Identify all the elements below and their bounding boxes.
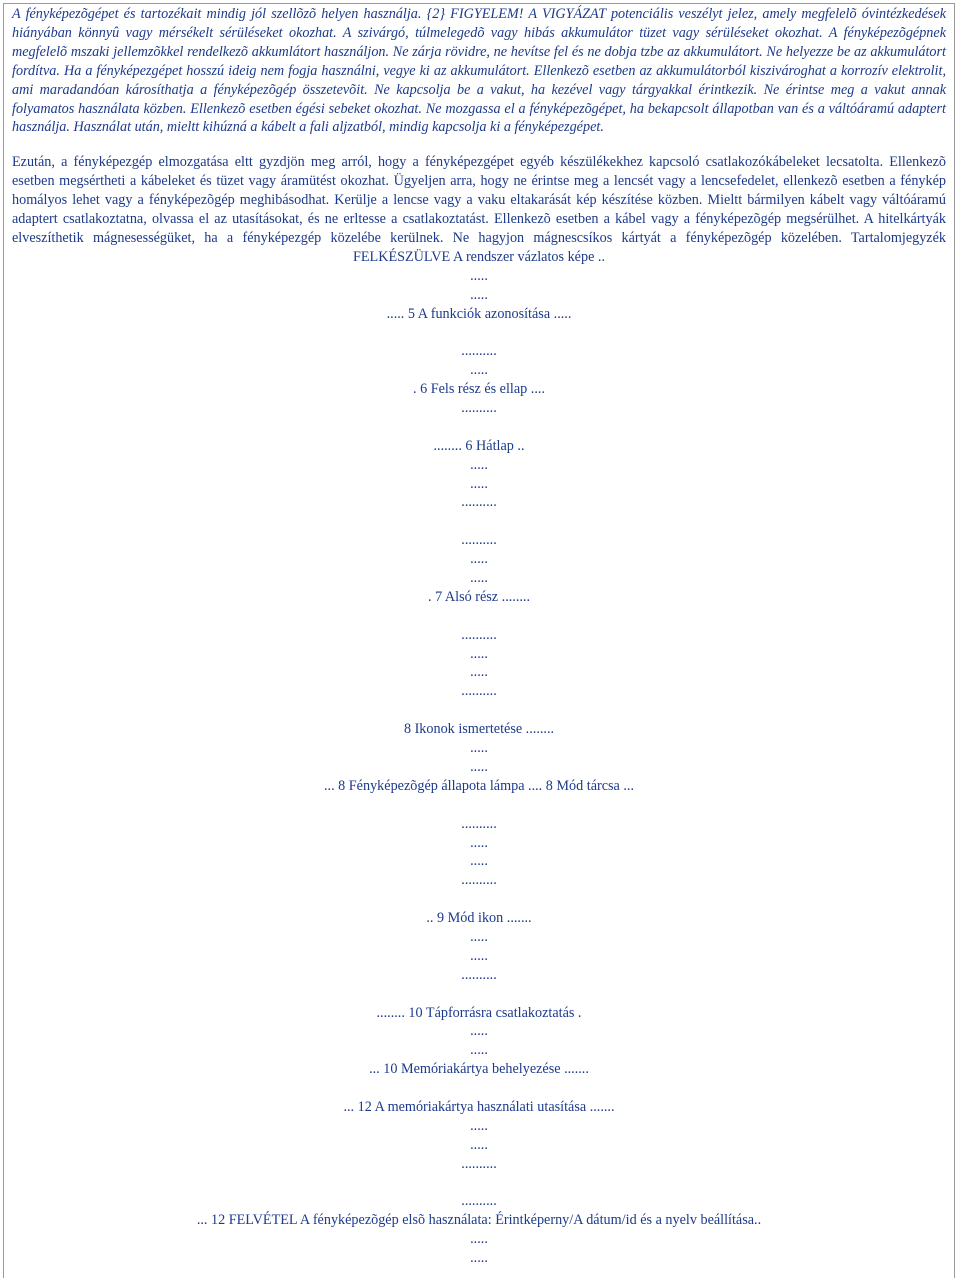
toc-line: .......... [461, 872, 497, 889]
toc-line: ... 10 Memóriakártya behelyezése ....... [369, 1061, 589, 1078]
toc-line: .......... [461, 400, 497, 417]
toc-line: .......... [461, 532, 497, 549]
toc-line: .......... [461, 966, 497, 983]
toc-line [4, 512, 954, 531]
toc-line: .......... [461, 1155, 497, 1172]
toc-line: ..... [470, 551, 488, 568]
toc-line: ..... [470, 286, 488, 303]
toc-line: ..... 5 A funkciók azonosítása ..... [386, 305, 572, 322]
toc-line: .......... [461, 626, 497, 643]
toc-line: . 6 Fels rész és ellap .... [413, 381, 545, 398]
toc-line: ..... [470, 740, 488, 757]
toc-line [4, 323, 954, 342]
warning-paragraph: A fényképezõgépet és tartozékait mindig jól szellõzõ helyen használja. {2} FIGYELEM! A VIGYÁZAT potenciális veszélyt jelez, amely megfelelõ óvintézkedések hiányában könnyû vagy mérsékelt sérüléseket okozhat. A szivárgó, túlmelegedõ vagy hibás akkumulátor tüzet vagy sérüléseket okozhat. A fényképezõgépnek megfelelõ mszaki jellemzõkkel rendelkezõ akkumlátort használjon. Ne zárja rövidre, ne hevítse fel és ne dobja tzbe az akkumulátort. Ne helyezze be az akkumulátort fordítva. Ha a fényképezgépet hosszú ideig nem fogja használni, vegye ki az akkumulátort. Ellenkezõ esetben az akkumulátorból kiszivároghat a korrozív elektrolit, ami maradandóan károsíthatja a fényképezõgép összetevõit. Ne kapcsolja be a vakut, ha kezével vagy tárgyakkal érintkezik. Ne érintse meg a vakut annak folyamatos használata közben. Ellenkezõ esetben égési sebeket okozhat. Ne mozgassa el a fényképezõgépet, ha bekapcsolt állapotban van és a váltóáramú adaptert használja. Használat után, mieltt kihúzná a kábelt a fali aljzatból, mindig kapcsolja ki a fényképezgépet. [12, 6, 946, 136]
toc-line: .......... [461, 494, 497, 511]
toc-line: ..... [470, 1136, 488, 1153]
instructions-paragraph: Ezután, a fényképezgép elmozgatása eltt gyzdjön meg arról, hogy a fényképezgépet egyéb készülékekhez kapcsoló csatlakozókábeleket lecsatolta. Ellenkezõ esetben megsértheti a kábeleket és tüzet vagy áramütést okozhat. Ügyeljen arra, hogy ne érintse meg a lencsét vagy a lencsefedelet, ellenkezõ esetben a fénykép homályos lehet vagy a fényképezõgép meghibásodhat. Kerülje a lencse vagy a vaku eltakarását kép készítése közben. Mieltt bármilyen kábelt vagy váltóáramú adaptert csatlakoztatna, olvassa el az utasításokat, és ne erltesse a csatlakoztatást. Ellenkezõ esetben a kábel vagy a fényképezõgép megsérülhet. A hitelkártyák elveszíthetik mágnesességüket, ha a fényképezgép közelébe kerülnek. Ne hagyjon mágnescsíkos kártyát a fényképezõgép közelében. Tartalomjegyzék FELKÉSZÜLVE A rendszer vázlatos képe .. [12, 154, 946, 265]
toc-line: ..... [470, 853, 488, 870]
toc-line: .......... [461, 683, 497, 700]
toc-line: ..... [470, 1250, 488, 1267]
toc-line [4, 701, 954, 720]
toc-line: ..... [470, 570, 488, 587]
toc-line: ..... [470, 947, 488, 964]
toc-line: . 7 Alsó rész ........ [427, 588, 531, 605]
toc-line: ..... [470, 1023, 488, 1040]
toc-line: ..... [470, 1231, 488, 1248]
toc-line: ..... [470, 1042, 488, 1059]
toc-line: ..... [470, 664, 488, 681]
toc-line: ..... [470, 267, 488, 284]
toc-line: ..... [470, 475, 488, 492]
toc-line: ..... [470, 456, 488, 473]
toc-line: ..... [470, 758, 488, 775]
toc-line [4, 890, 954, 909]
toc-line [4, 1079, 954, 1098]
toc-line: .......... [461, 1193, 497, 1210]
toc-line: 8 Ikonok ismertetése ........ [403, 721, 555, 738]
toc-line: ..... [470, 362, 488, 379]
toc-line: ..... [470, 645, 488, 662]
toc-line: ... 12 A memóriakártya használati utasítása ....... [343, 1098, 615, 1115]
toc-line [4, 796, 954, 815]
document-page [3, 3, 955, 1278]
toc-line: ........ 6 Hátlap .. [433, 437, 525, 454]
toc-line [4, 418, 954, 437]
toc-line: ... 12 FELVÉTEL A fényképezõgép elsõ használata: Érintképerny/A dátum/id és a nyelv beállítása.. [196, 1212, 762, 1229]
toc-line [4, 607, 954, 626]
toc-line [4, 985, 954, 1004]
toc-line: .. 9 Mód ikon ....... [426, 910, 532, 927]
toc-line [4, 1174, 954, 1193]
toc-line: ..... [470, 1117, 488, 1134]
toc-line: .......... [461, 815, 497, 832]
toc-line: .......... [461, 343, 497, 360]
toc-line: ..... [470, 928, 488, 945]
toc-line: ..... [470, 834, 488, 851]
toc-line: ... 8 Fényképezõgép állapota lámpa .... 8 Mód tárcsa ... [323, 777, 635, 794]
toc-line: ........ 10 Tápforrásra csatlakoztatás . [376, 1004, 582, 1021]
table-of-contents [4, 267, 954, 1268]
